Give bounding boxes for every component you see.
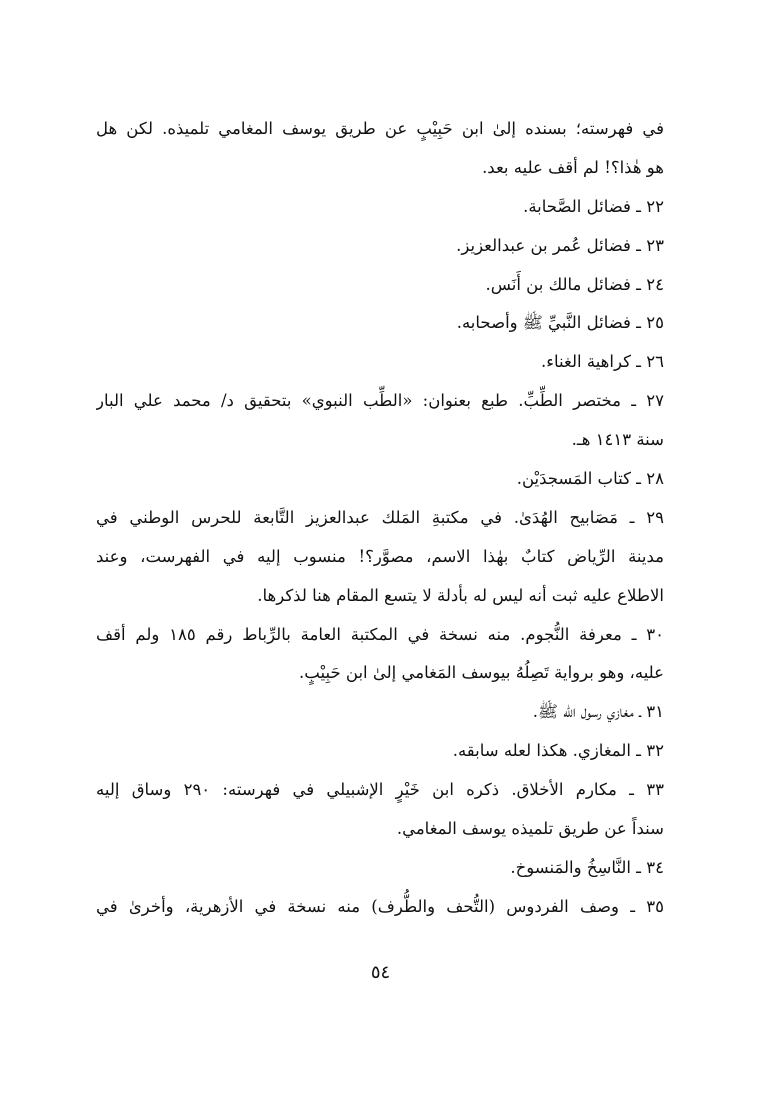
body-text xyxy=(96,110,664,927)
page-number: ٥٤ xyxy=(370,962,391,983)
text-line: عليه، وهو برواية تَصِلُهُ بيوسف المَغامي إلىٰ ابن حَبِيْبٍ. xyxy=(299,663,664,683)
list-item-27: ٢٧ ـ مختصر الطِّبِّ. طبع بعنوان: «الطِّب النبوي» بتحقيق د/ محمد علي البار xyxy=(96,391,664,411)
text-line: سنداً عن طريق تلميذه يوسف المغامي. xyxy=(396,819,664,839)
list-item-29: ٢٩ ـ مَصَابيح الهُدَىٰ. في مكتبةِ المَلك عبدالعزيز التَّابعة للحرس الوطني في xyxy=(96,507,664,527)
list-item-30: ٣٠ ـ معرفة النُّجوم. منه نسخة في المكتبة العامة بالرِّباط رقم ١٨٥ ولم أقف xyxy=(96,624,664,644)
list-item-35: ٣٥ ـ وصف الفردوس (التُّحف والطُّرف) منه نسخة في الأزهرية، وأخرىٰ في xyxy=(96,896,664,916)
list-item-32: ٣٢ ـ المغازي. هكذا لعله سابقه. xyxy=(452,741,664,761)
text-line: سنة ١٤١٣ هـ. xyxy=(571,430,664,450)
list-item-22: ٢٢ ـ فضائل الصَّحابة. xyxy=(523,196,664,216)
list-item-28: ٢٨ ـ كتاب المَسجدَيْن. xyxy=(516,469,664,489)
text-line: هو هٰذا؟! لم أقف عليه بعد. xyxy=(482,157,664,177)
text-line: الاطلاع عليه ثبت أنه ليس له بأدلة لا يتسع المقام هنا لذكرها. xyxy=(257,585,664,605)
list-item-34: ٣٤ ـ النَّاسِخُ والمَنسوخ. xyxy=(510,857,664,877)
list-item-25: ٢٥ ـ فضائل النَّبيِّ ﷺ وأصحابه. xyxy=(456,313,664,333)
text-line: في فهرسته؛ بسنده إلىٰ ابن حَبِيْبٍ عن طريق يوسف المغامي تلميذه. لكن هل xyxy=(96,119,664,138)
list-item-24: ٢٤ ـ فضائل مالك بن أَنَس. xyxy=(485,274,664,294)
list-item-26: ٢٦ ـ كراهية الغناء. xyxy=(541,352,664,372)
list-item-33: ٣٣ ـ مكارم الأخلاق. ذكره ابن خَيْرٍ الإشبيلي في فهرسته: ٢٩٠ وساق إليه xyxy=(96,780,664,800)
list-item-31: ٣١ ـ مغازي رسول الله ﷺ. xyxy=(532,702,664,722)
text-line: مدينة الرِّياض كتابٌ بهٰذا الاسم، مصوَّر؟! منسوب إليه في الفهرست، وعند xyxy=(96,546,664,566)
list-item-23: ٢٣ ـ فضائل عُمر بن عبدالعزيز. xyxy=(456,235,664,255)
